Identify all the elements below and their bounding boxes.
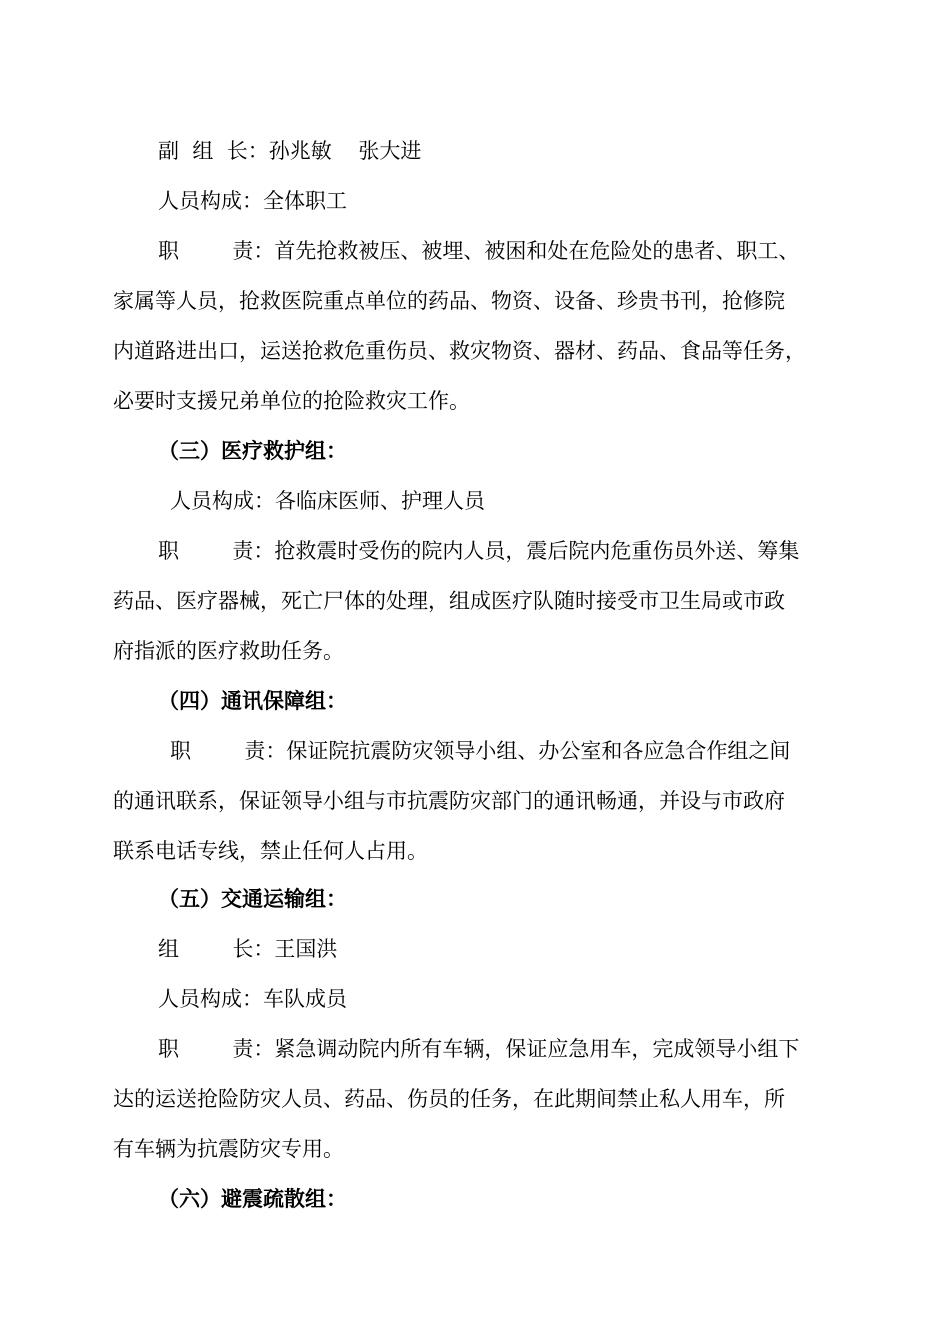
duty-paragraph-line: 必要时支援兄弟单位的抢险救灾工作。 — [113, 389, 470, 413]
duty-paragraph-line: 有车辆为抗震防灾专用。 — [113, 1137, 344, 1161]
duty-paragraph-line: 府指派的医疗救助任务。 — [113, 639, 344, 663]
section-heading-evacuation: （六）避震疏散组： — [158, 1187, 347, 1211]
duty-paragraph-line: 内道路进出口，运送抢救危重伤员、救灾物资、器材、药品、食品等任务， — [113, 339, 806, 363]
duty-paragraph-line: 联系电话专线，禁止任何人占用。 — [113, 839, 428, 863]
deputy-leader-line: 副 组 长：孙兆敏 张大进 — [158, 139, 422, 163]
personnel-line: 人员构成：车队成员 — [158, 987, 347, 1011]
section-heading-medical: （三）医疗救护组： — [158, 439, 347, 463]
leader-line: 组 长：王国洪 — [158, 937, 338, 961]
personnel-line: 人员构成：全体职工 — [158, 189, 347, 213]
personnel-line: 人员构成：各临床医师、护理人员 — [170, 489, 485, 513]
duty-paragraph-line: 药品、医疗器械，死亡尸体的处理，组成医疗队随时接受市卫生局或市政 — [113, 589, 785, 613]
duty-paragraph-line: 家属等人员，抢救医院重点单位的药品、物资、设备、珍贵书刊，抢修院 — [113, 289, 785, 313]
duty-paragraph-line: 达的运送抢险防灾人员、药品、伤员的任务，在此期间禁止私人用车，所 — [113, 1087, 785, 1111]
section-heading-transport: （五）交通运输组： — [158, 887, 347, 911]
duty-paragraph-line: 职 责：紧急调动院内所有车辆，保证应急用车，完成领导小组下 — [158, 1037, 800, 1061]
duty-paragraph-line: 职 责：首先抢救被压、被埋、被困和处在危险处的患者、职工、 — [158, 239, 800, 263]
duty-paragraph-line: 职 责：抢救震时受伤的院内人员，震后院内危重伤员外送、筹集 — [158, 539, 800, 563]
section-heading-communication: （四）通讯保障组： — [158, 689, 347, 713]
duty-paragraph-line: 的通讯联系，保证领导小组与市抗震防灾部门的通讯畅通，并设与市政府 — [113, 789, 785, 813]
duty-paragraph-line: 职 责：保证院抗震防灾领导小组、办公室和各应急合作组之间 — [170, 739, 791, 763]
